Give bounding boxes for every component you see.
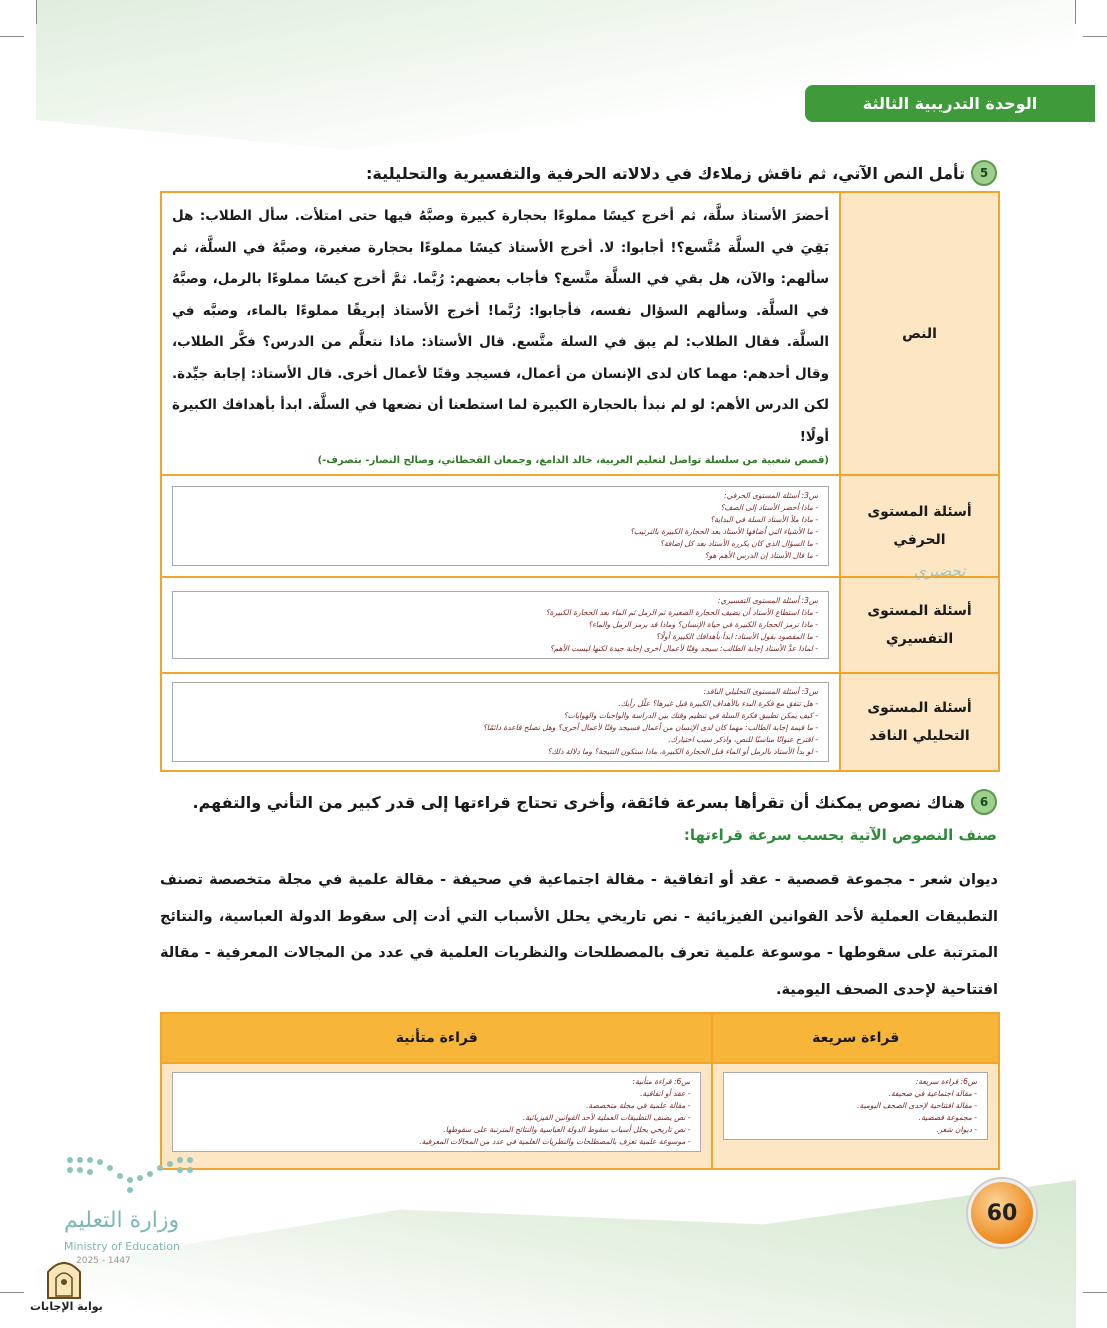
literal-label: أسئلة المستوى الحرفي (867, 504, 972, 548)
instruction: صنف النصوص الآتية بحسب سرعة قراءتها: (683, 826, 997, 844)
question-5 (366, 160, 997, 186)
answer-line: - ما قيمة إجابة الطالب: مهما كان لدى الإنسان من أعمال فسيجد وقتًا لأعمال أخرى؟ وهل تصلح قاعدة دائمًا؟ (482, 723, 818, 732)
table-row (161, 475, 999, 577)
row-label-critical (840, 673, 999, 771)
literal-answer-cell (161, 475, 840, 577)
answer-line: - ماذا ملأ الأستاذ السلة في البداية؟ (710, 515, 818, 524)
answer-line: - مقالة علمية في مجلة متخصصة. (586, 1101, 691, 1110)
portal-name: بوابة الإجابات (30, 1300, 103, 1313)
ministry-name-en: Ministry of Education (64, 1240, 181, 1253)
fast-reading-header: قراءة سريعة (712, 1013, 999, 1063)
row-label-text: النص (840, 192, 999, 475)
answer-line: - نص يصنف التطبيقات العملية لأحد القوانين الفيزيائية. (522, 1113, 691, 1122)
table-row (161, 673, 999, 771)
answer-line: - مقالة افتتاحية لإحدى الصحف اليومية. (857, 1101, 977, 1110)
header-decoration (36, 0, 1076, 150)
ministry-logo-icon (64, 1154, 200, 1198)
answer-line: - عقد أو اتفاقية. (640, 1089, 691, 1098)
question-6 (192, 789, 997, 815)
interpretive-label: أسئلة المستوى التفسيري (867, 603, 972, 647)
literal-answer-box (172, 486, 829, 566)
passage-source: (قصص شعبية من سلسلة تواصل لتعليم العربية، خالد الدامغ، وجمعان القحطاني، وصالح النصار- بتصرف-) (317, 455, 829, 466)
answer-line: - ما الأشياء التي أضافها الأستاذ بعد الحجارة الكبيرة بالترتيب؟ (629, 527, 818, 536)
crop-mark (0, 1292, 24, 1293)
answer-line: - ما قال الأستاذ إن الدرس الأهم هو؟ (704, 551, 818, 560)
reading-speed-table (160, 1012, 1000, 1170)
question-5-prompt: تأمل النص الآتي، ثم ناقش زملاءك في دلالاته الحرفية والتفسيرية والتحليلية: (366, 163, 965, 183)
answer-line: - موسوعة علمية تعرف بالمصطلحات والنظريات العلمية في عدد من المجالات المعرفية. (419, 1137, 691, 1146)
analysis-table (160, 191, 1000, 772)
table-row (161, 192, 999, 475)
answer-line: س3: أسئلة المستوى التفسيري: (717, 596, 818, 605)
ministry-name-ar: وزارة التعليم (64, 1208, 180, 1233)
answer-line: - ديوان شعر. (936, 1125, 977, 1134)
answer-line: س6: قراءة متأنية: (632, 1077, 691, 1086)
crop-mark (0, 36, 24, 37)
answer-line: - ماذا أحضر الأستاذ إلى الصف؟ (720, 503, 818, 512)
text-list: ديوان شعر - مجموعة قصصية - عقد أو اتفاقية - مقالة اجتماعية في صحيفة - مقالة علمية في مجلة متخصصة تصنف التطبيقات العملية لأحد القوانين الفيزيائية - نص تاريخي يحلل الأسباب التي أدت إلى سقوط الدولة العباسية، والنتائج المترتبة على سقوطها - موسوعة علمية تعرف بالمصطلحات والنظريات العلمية في عدد من المجالات المعرفية - مقالة افتتاحية لإحدى الصحف اليومية. (160, 872, 998, 998)
critical-label: أسئلة المستوى التحليلي الناقد (867, 700, 972, 744)
answer-line: س3: أسئلة المستوى التحليلي الناقد: (703, 687, 818, 696)
answer-line: - ماذا استطاع الأستاذ أن يضيف الحجارة الصغيرة ثم الرمل ثم الماء بعد الحجارة الكبيرة؟ (545, 608, 818, 617)
slow-reading-cell (161, 1063, 712, 1169)
answer-line: س3: أسئلة المستوى الحرفي: (724, 491, 818, 500)
question-6-prompt: هناك نصوص يمكنك أن تقرأها بسرعة فائقة، وأخرى تحتاج قراءتها إلى قدر كبير من التأني والتفهم. (192, 792, 965, 812)
table-row (161, 577, 999, 673)
unit-title: الوحدة التدريبية الثالثة (805, 85, 1095, 122)
table-header-row (161, 1013, 999, 1063)
slow-answer-box (172, 1072, 701, 1152)
critical-answer-box (172, 682, 829, 762)
answer-line: - كيف يمكن تطبيق فكرة السلة في تنظيم وقتك بين الدراسة والواجبات والهوايات؟ (563, 711, 818, 720)
question-number-badge: 5 (971, 160, 997, 186)
crop-mark (1075, 0, 1076, 24)
fast-reading-cell (712, 1063, 999, 1169)
interpretive-answer-box (172, 591, 829, 659)
answer-line: - مقالة اجتماعية في صحيفة. (888, 1089, 977, 1098)
answer-line: - اقترح عنوانًا مناسبًا للنص، واذكر سبب اختيارك. (668, 735, 818, 744)
portal-logo-icon (40, 1256, 88, 1300)
question-number-badge: 6 (971, 789, 997, 815)
crop-mark (36, 0, 37, 24)
page-number: 60 (968, 1179, 1036, 1247)
interpretive-answer-cell (161, 577, 840, 673)
answer-line: - ما المقصود بقول الأستاذ: ابدأ بأهدافك الكبيرة أولًا؟ (655, 632, 818, 641)
answer-line: - ماذا ترمز الحجارة الكبيرة في حياة الإنسان؟ وماذا قد يرمز الرمل والماء؟ (588, 620, 818, 629)
edition-year: 2025 - 1447 (76, 1256, 131, 1266)
answer-line: - مجموعة قصصية. (918, 1113, 977, 1122)
watermark: تحضيري (914, 562, 966, 580)
crop-mark (1083, 36, 1107, 37)
answer-line: - نص تاريخي يحلل أسباب سقوط الدولة العباسية والنتائج المترتبة على سقوطها. (443, 1125, 691, 1134)
answer-line: - هل تتفق مع فكرة البدء بالأهداف الكبيرة قبل غيرها؟ علِّل رأيك. (618, 699, 818, 708)
fast-answer-box (723, 1072, 988, 1140)
row-label-interpretive (840, 577, 999, 673)
answer-line: - ما السؤال الذي كان يكرره الأستاذ بعد كل إضافة؟ (659, 539, 818, 548)
answer-line: - لو بدأ الأستاذ بالرمل أو الماء قبل الحجارة الكبيرة، ماذا ستكون النتيجة؟ وما دلالة ذلك؟ (547, 747, 818, 756)
table-row (161, 1063, 999, 1169)
slow-reading-header: قراءة متأنية (161, 1013, 712, 1063)
answer-line: س6: قراءة سريعة: (915, 1077, 977, 1086)
passage-text: أحضرَ الأستاذ سلَّة، ثم أخرج كيسًا مملوءًا بحجارة كبيرة وصبَّهُ فيها حتى امتلأت. سأل الطلاب: هل بَقِيَ في السلَّة مُتَّسع؟! أجابوا: لا. أخرج الأستاذ كيسًا مملوءًا بحجارة صغيرة، وصبَّهُ في السلَّة، ثم سألهم: والآن، هل بقي في السلَّة متَّسع؟ فأجاب بعضهم: رُبَّما. ثمَّ أخرج كيسًا مملوءًا بالرمل، وصبَّهُ في السلَّة. وسألهم السؤال نفسه، فأجابوا: رُبَّما! أخرج الأستاذ إبريقًا مملوءًا بالماء، وصبَّه في السلَّة. فقال الطلاب: لم يبق في السلة متَّسع. قال الأستاذ: ماذا نتعلَّم من الدرس؟ فكَّر الطلاب، وقال أحدهم: مهما كان لدى الإنسان من أعمال، فسيجد وقتًا لأعمال أخرى. قال الأستاذ: إجابة جيِّدة. لكن الدرس الأهم: لو لم نبدأ بالحجارة الكبيرة لما استطعنا أن نضعها في السلَّة. ابدأ بأهدافك الكبيرة أولًا! (172, 208, 829, 445)
answer-line: - لماذا عدَّ الأستاذ إجابة الطالب: سيجد وقتًا لأعمال أخرى إجابة جيدة لكنها ليست الأهم؟ (549, 644, 818, 653)
crop-mark (1083, 1292, 1107, 1293)
footer-decoration (36, 1180, 1076, 1328)
passage-cell (161, 192, 840, 475)
critical-answer-cell (161, 673, 840, 771)
